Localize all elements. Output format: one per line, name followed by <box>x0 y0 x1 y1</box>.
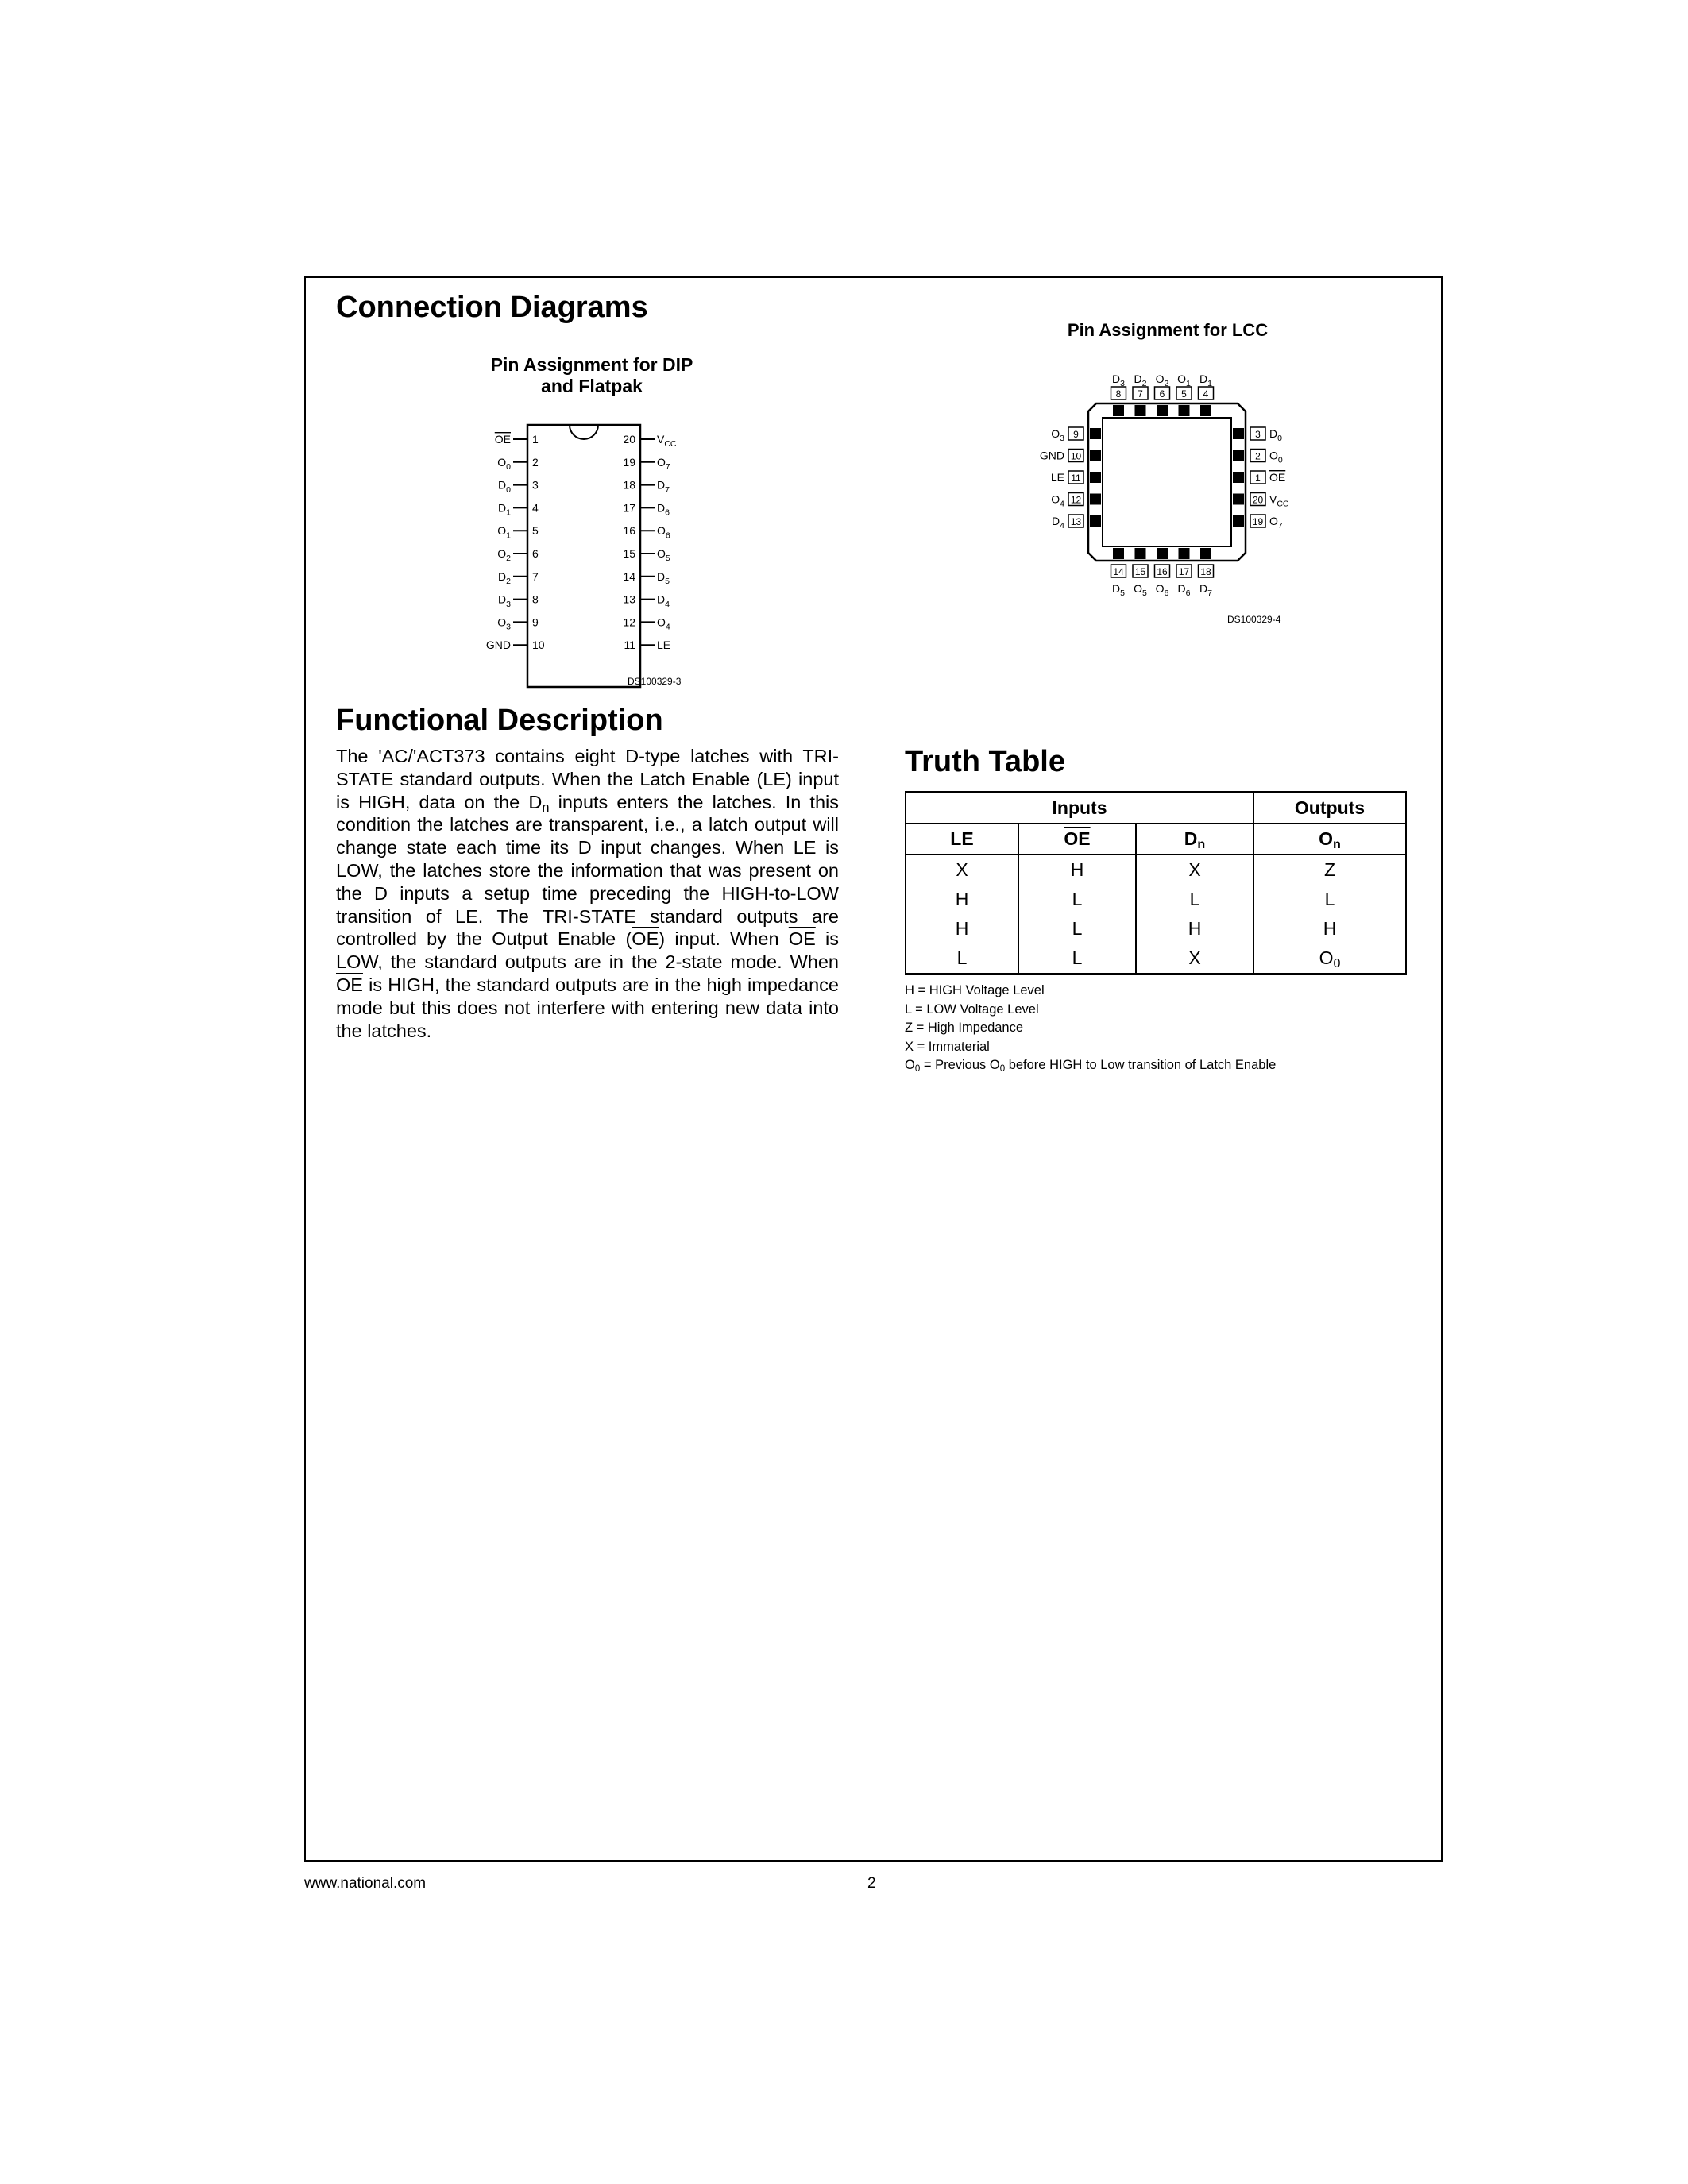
lcc-pad <box>1090 428 1101 439</box>
dip-pin-label: $O_3$ <box>497 615 511 632</box>
dip-pin-number: 2 <box>532 455 539 469</box>
lcc-pad <box>1113 548 1124 559</box>
lcc-pad <box>1233 515 1244 527</box>
dip-pin-diagram <box>477 409 715 691</box>
inputs-group-header: Inputs <box>906 793 1253 824</box>
dip-pin-label: $D_4$ <box>657 592 670 609</box>
lcc-pad <box>1233 494 1244 505</box>
legend-o0: $O_0$ = Previous $O_0$ before HIGH to Low transition of Latch Enable <box>905 1058 1277 1074</box>
lcc-pin-label: $O_5$ <box>1134 582 1147 599</box>
lcc-pin-number: 19 <box>1252 516 1264 527</box>
dip-pin-number: 10 <box>532 639 545 652</box>
lcc-pad <box>1233 450 1244 461</box>
lcc-pin-label: $D_2$ <box>1134 372 1147 389</box>
dip-pin-label: OE <box>494 433 511 446</box>
dip-figure-id: DS100329-3 <box>628 676 682 687</box>
lcc-pin-label: OE <box>1269 471 1286 484</box>
lcc-pad <box>1090 515 1101 527</box>
lcc-pin-diagram <box>1017 356 1311 614</box>
lcc-pad <box>1157 405 1168 416</box>
lcc-pin-label: $D_7$ <box>1199 582 1212 599</box>
dip-pin-number: 8 <box>532 592 539 606</box>
dip-pin-number: 15 <box>623 547 635 560</box>
lcc-pin-label: $O_3$ <box>1051 427 1064 444</box>
dip-pin-number: 19 <box>623 455 635 469</box>
col-on: $O_n$ <box>1253 824 1406 855</box>
dip-pin-label: $O_2$ <box>497 547 511 564</box>
lcc-pin-number: 14 <box>1113 566 1124 577</box>
lcc-pin-number: 8 <box>1115 388 1122 399</box>
dip-pin-label: $O_5$ <box>657 547 670 564</box>
dip-pin-label: GND <box>485 639 511 652</box>
lcc-pin-number: 5 <box>1181 388 1187 399</box>
dip-pin-label: $V_{CC}$ <box>657 433 677 450</box>
table-row: H L H H <box>906 914 1406 943</box>
lcc-pad <box>1179 548 1190 559</box>
connection-diagrams-heading: Connection Diagrams <box>336 291 648 324</box>
dip-pin-label: $D_2$ <box>498 569 511 586</box>
lcc-caption: Pin Assignment for LCC <box>1067 320 1269 340</box>
table-row: X H X Z <box>906 855 1406 885</box>
lcc-pin-label: $D_3$ <box>1112 372 1125 389</box>
dip-pin-number: 3 <box>532 478 539 492</box>
lcc-pin-label: $D_1$ <box>1199 372 1212 389</box>
dip-pin-number: 7 <box>532 569 539 583</box>
outputs-group-header: Outputs <box>1253 793 1406 824</box>
lcc-pin-number: 17 <box>1178 566 1190 577</box>
lcc-pin-number: 11 <box>1071 473 1081 484</box>
lcc-pin-label: $O_4$ <box>1051 492 1064 509</box>
dip-pin-number: 16 <box>623 524 635 538</box>
dip-pin-label: $O_1$ <box>497 524 511 541</box>
lcc-pin-number: 7 <box>1138 388 1143 399</box>
col-le: LE <box>906 824 1018 855</box>
lcc-pin-label: $O_0$ <box>1269 449 1283 465</box>
table-row: L L X $O_0$ <box>906 943 1406 974</box>
lcc-pin-label: LE <box>1050 471 1064 484</box>
lcc-pin-number: 20 <box>1252 494 1264 506</box>
lcc-package-outline <box>1088 403 1246 561</box>
dip-pin-number: 4 <box>532 501 539 515</box>
lcc-pad <box>1135 548 1146 559</box>
dip-notch <box>570 425 598 439</box>
dip-pin-number: 20 <box>623 433 635 446</box>
lcc-pin-number: 16 <box>1157 566 1168 577</box>
truth-table-legend: H = HIGH Voltage Level L = LOW Voltage Level Z = High Impedance X = Immaterial $O_0$ = Previous $O_0$ before HIGH to Low transition of Latch Enable <box>905 983 1277 1074</box>
lcc-pin-number: 18 <box>1200 566 1211 577</box>
dip-pin-label: $D_5$ <box>657 569 670 586</box>
lcc-pad <box>1113 405 1124 416</box>
dip-pin-number: 6 <box>532 547 539 560</box>
lcc-pad <box>1090 472 1101 483</box>
dip-pin-label: $D_7$ <box>657 478 670 495</box>
dip-pin-label: $D_3$ <box>498 592 511 609</box>
lcc-pin-label: $V_{CC}$ <box>1269 492 1289 509</box>
lcc-pin-label: GND <box>1039 449 1064 462</box>
lcc-pin-number: 10 <box>1070 450 1082 462</box>
dip-pin-number: 12 <box>623 615 635 629</box>
dip-pin-number: 14 <box>623 569 635 583</box>
dip-pin-number: 17 <box>623 501 635 515</box>
lcc-pad <box>1090 450 1101 461</box>
lcc-pad <box>1200 548 1211 559</box>
footer-website[interactable]: www.national.com <box>304 1875 427 1892</box>
table-row: H L L L <box>906 885 1406 914</box>
dip-pin-number: 5 <box>532 524 539 538</box>
lcc-pad <box>1233 428 1244 439</box>
lcc-pin-number: 6 <box>1159 388 1165 399</box>
dip-pin-label: LE <box>657 639 671 652</box>
lcc-pad <box>1090 494 1101 505</box>
lcc-pin-label: $D_0$ <box>1269 427 1282 444</box>
lcc-pin-number: 1 <box>1255 473 1261 484</box>
lcc-pin-number: 13 <box>1070 516 1082 527</box>
dip-pin-number: 13 <box>623 592 635 606</box>
lcc-pad <box>1157 548 1168 559</box>
dip-pin-label: $D_6$ <box>657 501 670 518</box>
col-dn: $D_n$ <box>1136 824 1253 855</box>
lcc-figure-id: DS100329-4 <box>1227 614 1281 625</box>
functional-description-heading: Functional Description <box>336 704 663 737</box>
lcc-pin-number: 3 <box>1255 429 1261 440</box>
dip-pin-label: $D_0$ <box>498 478 511 495</box>
dip-caption: Pin Assignment for DIP and Flatpak <box>490 354 693 396</box>
lcc-die <box>1103 418 1231 546</box>
lcc-pin-label: $O_2$ <box>1155 372 1169 389</box>
dip-pin-number: 18 <box>623 478 635 492</box>
lcc-pad <box>1233 472 1244 483</box>
dip-pin-label: $O_0$ <box>497 455 511 472</box>
lcc-pin-label: $D_6$ <box>1177 582 1191 599</box>
lcc-pin-number: 4 <box>1203 388 1209 399</box>
dip-pin-number: 9 <box>532 615 539 629</box>
lcc-pin-label: $O_7$ <box>1269 515 1283 531</box>
dip-pin-label: $D_1$ <box>498 501 511 518</box>
lcc-pad <box>1179 405 1190 416</box>
lcc-pin-label: $D_4$ <box>1052 515 1064 531</box>
lcc-pin-label: $O_6$ <box>1155 582 1169 599</box>
lcc-pin-number: 2 <box>1255 450 1261 462</box>
truth-table <box>905 791 1407 975</box>
lcc-pin-label: $D_5$ <box>1112 582 1125 599</box>
dip-pin-number: 1 <box>532 433 539 446</box>
dip-pin-label: $O_7$ <box>657 455 670 472</box>
functional-description-text: The 'AC/'ACT373 contains eight D-type latches with TRI-STATE standard outputs. When the Latch Enable (LE) input is HIGH, data on the $D_n$ inputs enters the latches. In this condition the latches are transparent, i.e., a latch output will change state each time its D input changes. When LE is LOW, the latches store the information that was present on the D inputs a setup time preceding the HIGH-to-LOW transition of LE. The TRI-STATE standard outputs are controlled by the Output Enable $(\overline{OE})$ input. When $\overline{OE}$ is LOW, the standard outputs are in the 2-state mode. When $\overline{OE}$ is HIGH, the standard outputs are in the high impedance mode but this does not interfere with entering new data into the latches. <box>336 746 840 1041</box>
lcc-pin-number: 15 <box>1134 566 1146 577</box>
footer-page-number: 2 <box>867 1875 876 1892</box>
lcc-pad <box>1200 405 1211 416</box>
col-oe: $\overline{OE}$ <box>1018 824 1136 855</box>
lcc-pad <box>1135 405 1146 416</box>
truth-table-heading: Truth Table <box>905 745 1065 778</box>
lcc-pin-label: $O_1$ <box>1177 372 1191 389</box>
dip-pin-number: 11 <box>624 639 635 652</box>
lcc-pin-number: 9 <box>1073 429 1079 440</box>
dip-pin-label: $O_4$ <box>657 615 670 632</box>
dip-pin-label: $O_6$ <box>657 524 670 541</box>
lcc-pin-number: 12 <box>1070 494 1082 506</box>
